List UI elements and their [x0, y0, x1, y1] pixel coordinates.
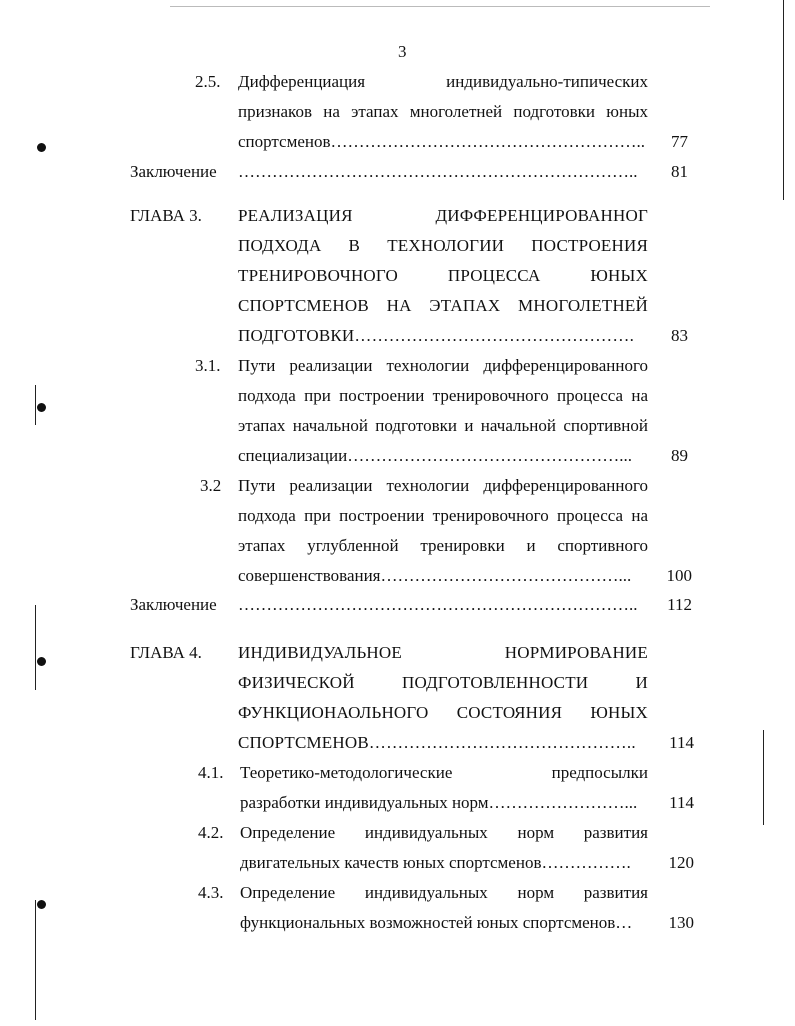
chapter-3-line-4: СПОРТСМЕНОВ НА ЭТАПАХ МНОГОЛЕТНЕЙ [238, 296, 648, 315]
entry-3-1-line-4: специализации…………………………………………... [238, 446, 632, 465]
scan-border-right [783, 0, 784, 200]
scan-border-right-lower [763, 730, 764, 825]
conclusion-2-leader: …………………………………………………………….. [238, 162, 638, 181]
entry-4-1-number: 4.1. [198, 763, 224, 782]
entry-3-1-number: 3.1. [195, 356, 221, 375]
chapter-4-line-4: СПОРТСМЕНОВ……………………………………….. [238, 733, 636, 752]
entry-4-1-line-2: разработки индивидуальных норм……………………... [240, 793, 638, 812]
entry-3-2-line-2: подхода при построении тренировочного процесса на [238, 506, 648, 525]
entry-3-2-number: 3.2 [200, 476, 222, 495]
entry-3-1-line-1: Пути реализации технологии дифференцированного [238, 356, 648, 375]
entry-4-3-line-1: Определение индивидуальных норм развития [240, 883, 648, 902]
chapter-4-line-2: ФИЗИЧЕСКОЙ ПОДГОТОВЛЕННОСТИ И [238, 673, 648, 692]
conclusion-2-label: Заключение [130, 162, 217, 181]
entry-4-1-page: 114 [669, 793, 694, 812]
entry-3-1-page: 89 [671, 446, 688, 465]
chapter-3-line-1: РЕАЛИЗАЦИЯ ДИФФЕРЕНЦИРОВАННОГ [238, 206, 648, 225]
entry-3-2-page: 100 [666, 566, 692, 585]
chapter-4-label: ГЛАВА 4. [130, 643, 202, 662]
scan-border-left-1 [35, 385, 36, 425]
conclusion-3-label: Заключение [130, 595, 217, 614]
entry-2-5-line-2: признаков на этапах многолетней подготовки юных [238, 102, 648, 121]
entry-4-3-page: 130 [668, 913, 694, 932]
scan-border-left-3 [35, 900, 36, 1020]
entry-3-2-line-4: совершенствования……………………………………... [238, 566, 632, 585]
entry-2-5-number: 2.5. [195, 72, 221, 91]
conclusion-3-leader: …………………………………………………………….. [238, 595, 638, 614]
chapter-4-page: 114 [669, 733, 694, 752]
chapter-3-line-5: ПОДГОТОВКИ…………………………………………. [238, 326, 635, 345]
entry-4-2-line-2: двигательных качеств юных спортсменов……………. [240, 853, 631, 872]
scan-border-left-2 [35, 605, 36, 690]
entry-2-5-line-3: спортсменов……………………………………………….. [238, 132, 646, 151]
conclusion-3-page: 112 [667, 595, 692, 614]
entry-2-5-line-1: Дифференциация индивидуально-типических [238, 72, 648, 91]
chapter-3-line-3: ТРЕНИРОВОЧНОГО ПРОЦЕССА ЮНЫХ [238, 266, 648, 285]
entry-4-3-number: 4.3. [198, 883, 224, 902]
entry-3-1-line-2: подхода при построении тренировочного процесса на [238, 386, 648, 405]
chapter-3-line-2: ПОДХОДА В ТЕХНОЛОГИИ ПОСТРОЕНИЯ [238, 236, 648, 255]
entry-4-2-line-1: Определение индивидуальных норм развития [240, 823, 648, 842]
entry-4-1-line-1: Теоретико-методологические предпосылки [240, 763, 648, 782]
entry-4-3-line-2: функциональных возможностей юных спортсменов… [240, 913, 633, 932]
binder-hole-4 [37, 900, 46, 909]
entry-3-2-line-1: Пути реализации технологии дифференцированного [238, 476, 648, 495]
scan-border-top [170, 6, 710, 7]
chapter-4-line-3: ФУНКЦИОНАОЛЬНОГО СОСТОЯНИЯ ЮНЫХ [238, 703, 648, 722]
chapter-3-label: ГЛАВА 3. [130, 206, 202, 225]
binder-hole-2 [37, 403, 46, 412]
chapter-3-page: 83 [671, 326, 688, 345]
conclusion-2-page: 81 [671, 162, 688, 181]
entry-4-2-page: 120 [668, 853, 694, 872]
binder-hole-1 [37, 143, 46, 152]
entry-4-2-number: 4.2. [198, 823, 224, 842]
entry-3-2-line-3: этапах углубленной тренировки и спортивного [238, 536, 648, 555]
page-number: 3 [398, 42, 407, 61]
chapter-4-line-1: ИНДИВИДУАЛЬНОЕ НОРМИРОВАНИЕ [238, 643, 648, 662]
binder-hole-3 [37, 657, 46, 666]
entry-3-1-line-3: этапах начальной подготовки и начальной спортивной [238, 416, 648, 435]
entry-2-5-page: 77 [671, 132, 688, 151]
